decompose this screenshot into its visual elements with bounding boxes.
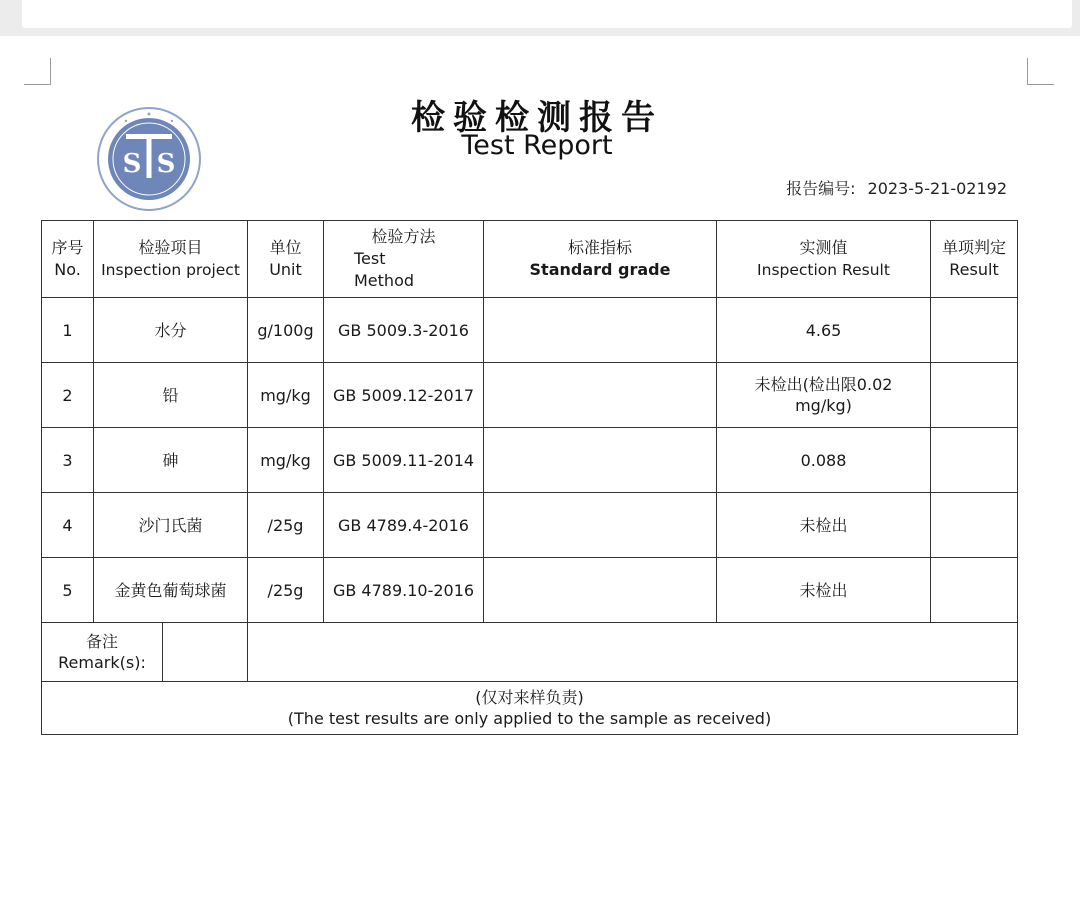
header-unit-zh: 单位 [269, 238, 302, 257]
cell-item: 砷 [94, 428, 248, 493]
header-standard-zh: 标准指标 [567, 238, 632, 257]
cell-no: 3 [42, 428, 94, 493]
remark-value-start [163, 623, 247, 681]
cell-unit: g/100g [248, 298, 324, 363]
cell-unit: /25g [248, 493, 324, 558]
header-no-zh: 序号 [51, 238, 84, 257]
header-standard [484, 221, 717, 298]
cell-no: 4 [42, 493, 94, 558]
page-corner-mark-left [24, 58, 51, 85]
remark-value [248, 623, 1018, 682]
header-judge-en: Result [949, 260, 999, 279]
header-method-en-1: Test [354, 249, 386, 268]
remark-label-zh: 备注 [85, 632, 118, 651]
header-result [717, 221, 931, 298]
report-title-english: Test Report [461, 130, 613, 161]
cell-result: 未检出 [717, 493, 931, 558]
cell-no: 1 [42, 298, 94, 363]
institution-seal-logo [96, 106, 202, 212]
report-number-value: 2023-5-21-02192 [867, 179, 1007, 198]
cell-standard [484, 558, 717, 623]
table-row [42, 298, 1018, 363]
report-number-label: 报告编号: [786, 179, 856, 198]
svg-text:S: S [156, 149, 176, 179]
header-method-zh: 检验方法 [371, 227, 436, 246]
header-unit-en: Unit [269, 260, 302, 279]
cell-unit: mg/kg [248, 428, 324, 493]
header-result-zh: 实测值 [799, 238, 848, 257]
cell-standard [484, 493, 717, 558]
note-zh: (仅对来样负责) [475, 688, 584, 707]
inspection-results-table [41, 220, 1018, 735]
table-header-row [42, 221, 1018, 298]
cell-result: 未检出 [717, 558, 931, 623]
note-en: (The test results are only applied to the sample as received) [287, 709, 772, 728]
table-row [42, 428, 1018, 493]
report-number [700, 176, 1007, 199]
cell-standard [484, 363, 717, 428]
report-title-chinese: 检验检测报告 [411, 98, 663, 138]
header-method [324, 221, 484, 298]
header-no-en: No. [54, 260, 81, 279]
remark-label-en: Remark(s): [58, 653, 146, 672]
cell-unit: mg/kg [248, 363, 324, 428]
cell-no: 5 [42, 558, 94, 623]
header-no [42, 221, 94, 298]
cell-judge [931, 493, 1018, 558]
cell-judge [931, 298, 1018, 363]
note-row [42, 682, 1018, 735]
header-method-en-2: Method [354, 271, 415, 290]
cell-method: GB 4789.4-2016 [324, 493, 484, 558]
header-item [94, 221, 248, 298]
cell-item: 金黄色葡萄球菌 [94, 558, 248, 623]
table-row [42, 363, 1018, 428]
cell-method: GB 4789.10-2016 [324, 558, 484, 623]
cell-standard [484, 428, 717, 493]
cell-judge [931, 428, 1018, 493]
note-cell [42, 682, 1018, 735]
cell-result: 0.088 [717, 428, 931, 493]
cell-method: GB 5009.11-2014 [324, 428, 484, 493]
remark-label [42, 623, 163, 681]
viewer-top-bar [0, 0, 1080, 36]
header-judge-zh: 单项判定 [941, 238, 1006, 257]
header-item-en: Inspection project [101, 261, 240, 279]
cell-method: GB 5009.12-2017 [324, 363, 484, 428]
table-row [42, 558, 1018, 623]
header-item-zh: 检验项目 [138, 238, 203, 257]
table-row [42, 493, 1018, 558]
cell-result: 4.65 [717, 298, 931, 363]
cell-no: 2 [42, 363, 94, 428]
cell-item: 沙门氏菌 [94, 493, 248, 558]
header-result-en: Inspection Result [757, 261, 890, 279]
remark-row [42, 623, 1018, 682]
page-corner-mark-right [1027, 58, 1054, 85]
header-unit [248, 221, 324, 298]
header-standard-en: Standard grade [529, 260, 671, 279]
cell-judge [931, 558, 1018, 623]
cell-result: 未检出(检出限0.02 mg/kg) [717, 363, 931, 428]
cell-judge [931, 363, 1018, 428]
cell-unit: /25g [248, 558, 324, 623]
header-judge [931, 221, 1018, 298]
cell-method: GB 5009.3-2016 [324, 298, 484, 363]
remark-label-cell [42, 623, 248, 682]
viewer-top-bar-panel [22, 0, 1072, 28]
cell-standard [484, 298, 717, 363]
cell-item: 铅 [94, 363, 248, 428]
cell-item: 水分 [94, 298, 248, 363]
svg-text:S: S [122, 149, 142, 179]
